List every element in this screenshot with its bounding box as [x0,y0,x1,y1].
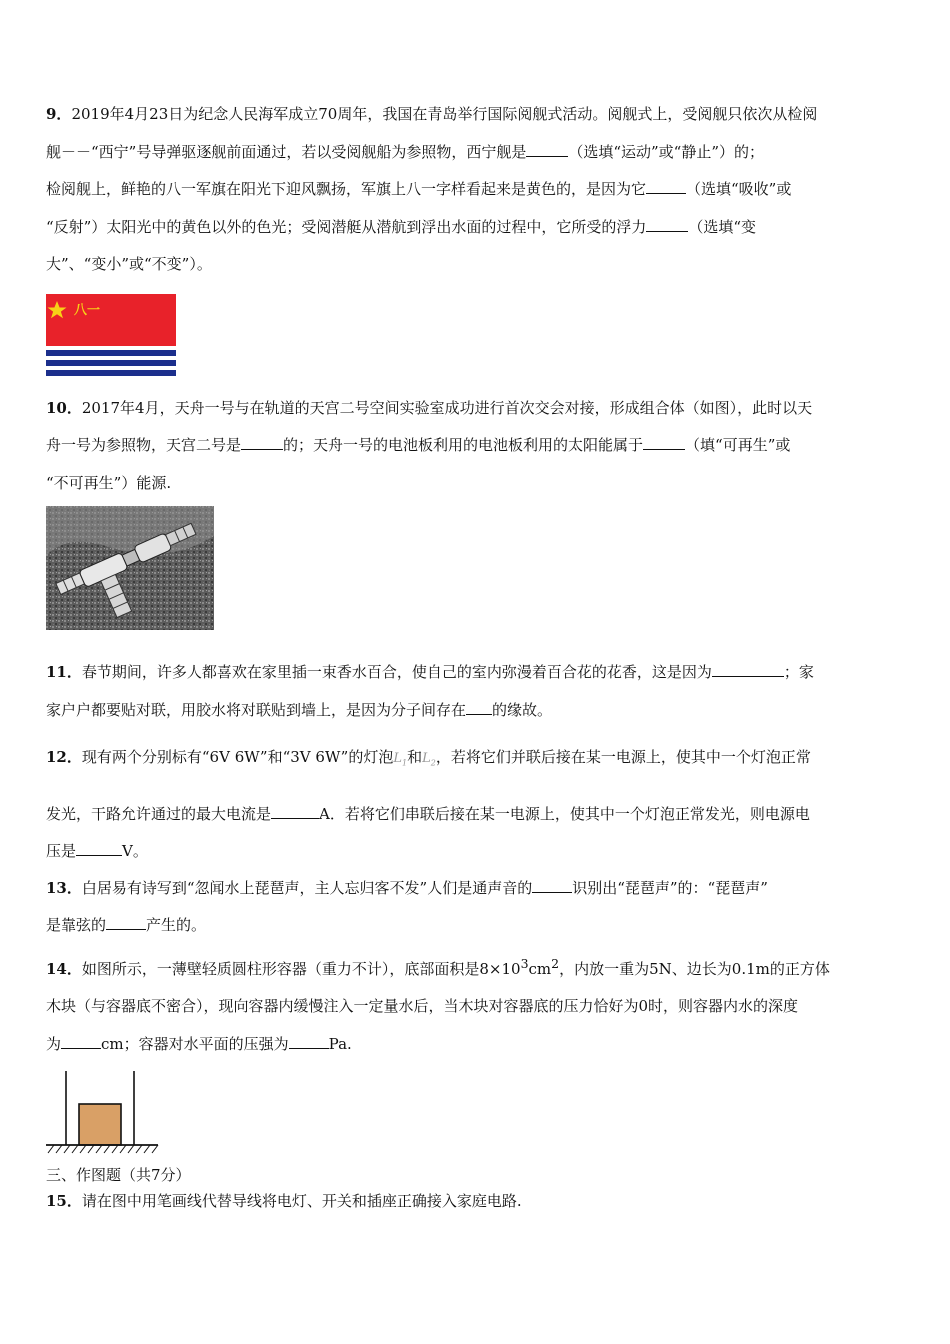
flag-stripe [46,370,176,376]
question-number: 15． [46,1192,82,1211]
question-text: 舟一号为参照物，天宫二号是 [46,436,242,454]
answer-blank[interactable] [532,878,572,893]
question-text: 压是 [46,841,77,860]
flag-stripe [46,360,176,366]
answer-blank[interactable] [61,1034,101,1049]
question-text: 的；天舟一号的电池板利用的电池板利用的太阳能属于 [283,436,644,454]
question-text: 是靠弦的 [46,916,107,935]
question-text: 舰－－“西宁”号导弹驱逐舰前面通过，若以受阅舰船为参照物，西宁舰是 [46,142,527,161]
question-text: 2017年4月，天舟一号与在轨道的天宫二号空间实验室成功进行首次交会对接，形成组合体（如图），此时以天 [81,398,813,417]
lamp-symbol-l1: $L_1$ [393,751,408,768]
question-text: 为 [46,1034,62,1053]
question-text: 家户户都要贴对联，用胶水将对联贴到墙上，是因为分子间存在 [46,700,467,719]
space-station-photo [46,506,214,630]
lamp-symbol-l2: $L_2$ [422,751,436,768]
question-text: 木块（与容器底不密合），现向容器内缓慢注入一定量水后，当木块对容器底的压力恰好为0时，则容器内水的深度 [46,997,799,1016]
question-text: 春节期间，许多人都喜欢在家里插一束香水百合，使自己的室内弥漫着百合花的花香，这是因为 [81,663,712,681]
answer-blank[interactable] [643,435,685,450]
question-number: 11． [46,663,82,681]
question-number: 14． [46,959,82,978]
question-number: 13． [46,878,82,897]
question-text: （选填“运动”或“静止”）的； [568,142,765,161]
question-number: 10． [46,398,82,417]
question-13 [46,870,908,945]
flag-stripe [46,356,176,360]
question-text: 识别出“琵琶声”的：“琵琶声” [572,878,768,897]
flag-stripe [46,366,176,370]
flag-red-field [46,294,176,346]
ground-hatching [48,1145,158,1153]
question-text: cm；容器对水平面的压强为 [101,1034,289,1053]
exam-page [46,96,908,1215]
answer-blank[interactable] [76,841,122,856]
question-text: 如图所示，一薄壁轻质圆柱形容器（重力不计），底部面积是8×10 [81,959,521,978]
question-9 [46,96,908,284]
question-text: “反射”）太阳光中的黄色以外的色光；受阅潜艇从潜航到浮出水面的过程中，它所受的浮力 [46,217,647,236]
flag-stripe [46,346,176,350]
flag-stripe [46,350,176,356]
question-10 [46,390,908,503]
question-text: 检阅舰上，鲜艳的八一军旗在阳光下迎风飘扬，军旗上八一字样看起来是黄色的，是因为它 [46,180,647,198]
question-text: 2019年4月23日为纪念人民海军成立70周年，我国在青岛举行国际阅舰式活动。阅舰式上，受阅舰只依次从检阅 [71,105,818,123]
question-text: A．若将它们串联后接在某一电源上，使其中一个灯泡正常发光，则电源电 [319,804,810,823]
flag-text: 八一 [74,302,101,318]
question-text: 和 [407,748,423,766]
answer-blank[interactable] [526,142,568,157]
question-text: “不可再生”）能源. [46,473,172,492]
answer-blank[interactable] [646,179,686,194]
question-text: （选填“变 [688,217,757,236]
question-15 [46,1187,908,1215]
question-text: 请在图中用笔画线代替导线将电灯、开关和插座正确接入家庭电路. [81,1192,522,1211]
answer-blank[interactable] [712,662,784,677]
question-number: 12． [46,748,82,766]
container-diagram [46,1069,160,1155]
question-12 [46,735,908,868]
question-number: 9． [46,105,72,123]
answer-blank[interactable] [289,1034,329,1049]
question-text: （填“可再生”或 [685,436,791,454]
wooden-block [79,1104,121,1145]
question-text: ；家 [783,663,814,681]
naval-flag-figure [46,294,176,376]
question-text: Pa. [328,1034,352,1053]
answer-blank[interactable] [271,804,319,819]
question-text: ，内放一重为5N、边长为0.1m的正方体 [559,959,830,978]
question-text: 发光，干路允许通过的最大电流是 [46,804,272,823]
answer-blank[interactable] [106,915,146,930]
question-text: 大”、“变小”或“不变”）。 [46,255,212,273]
question-text: 现有两个分别标有“6V 6W”和“3V 6W”的灯泡 [81,748,394,766]
question-text: 产生的。 [146,916,207,935]
question-11 [46,654,908,729]
answer-blank[interactable] [466,700,492,715]
question-14: 14．如图所示，一薄壁轻质圆柱形容器（重力不计），底部面积是$8\times 10^3cm^2$，内放一重为5N、边长为0.1m的正方体 木块（与容器底不密合），现向容器内缓慢注入一定量水后，当木块对容器底的压力恰好为0时，则容器内水的深度 为 cm；容器对水平面的压强为 Pa. [46,955,830,1053]
answer-blank[interactable] [646,217,688,232]
question-text: 的缘故。 [492,700,553,719]
answer-blank[interactable] [241,435,283,450]
question-text: V。 [122,841,148,860]
question-text: ，若将它们并联后接在某一电源上，使其中一个灯泡正常 [435,748,811,766]
question-text: 白居易有诗写到“忽闻水上琵琶声，主人忘归客不发”人们是通声音的 [81,878,533,897]
question-text: （选填“吸收”或 [686,180,792,198]
section-heading: 三、作图题（共7分） [46,1166,191,1185]
